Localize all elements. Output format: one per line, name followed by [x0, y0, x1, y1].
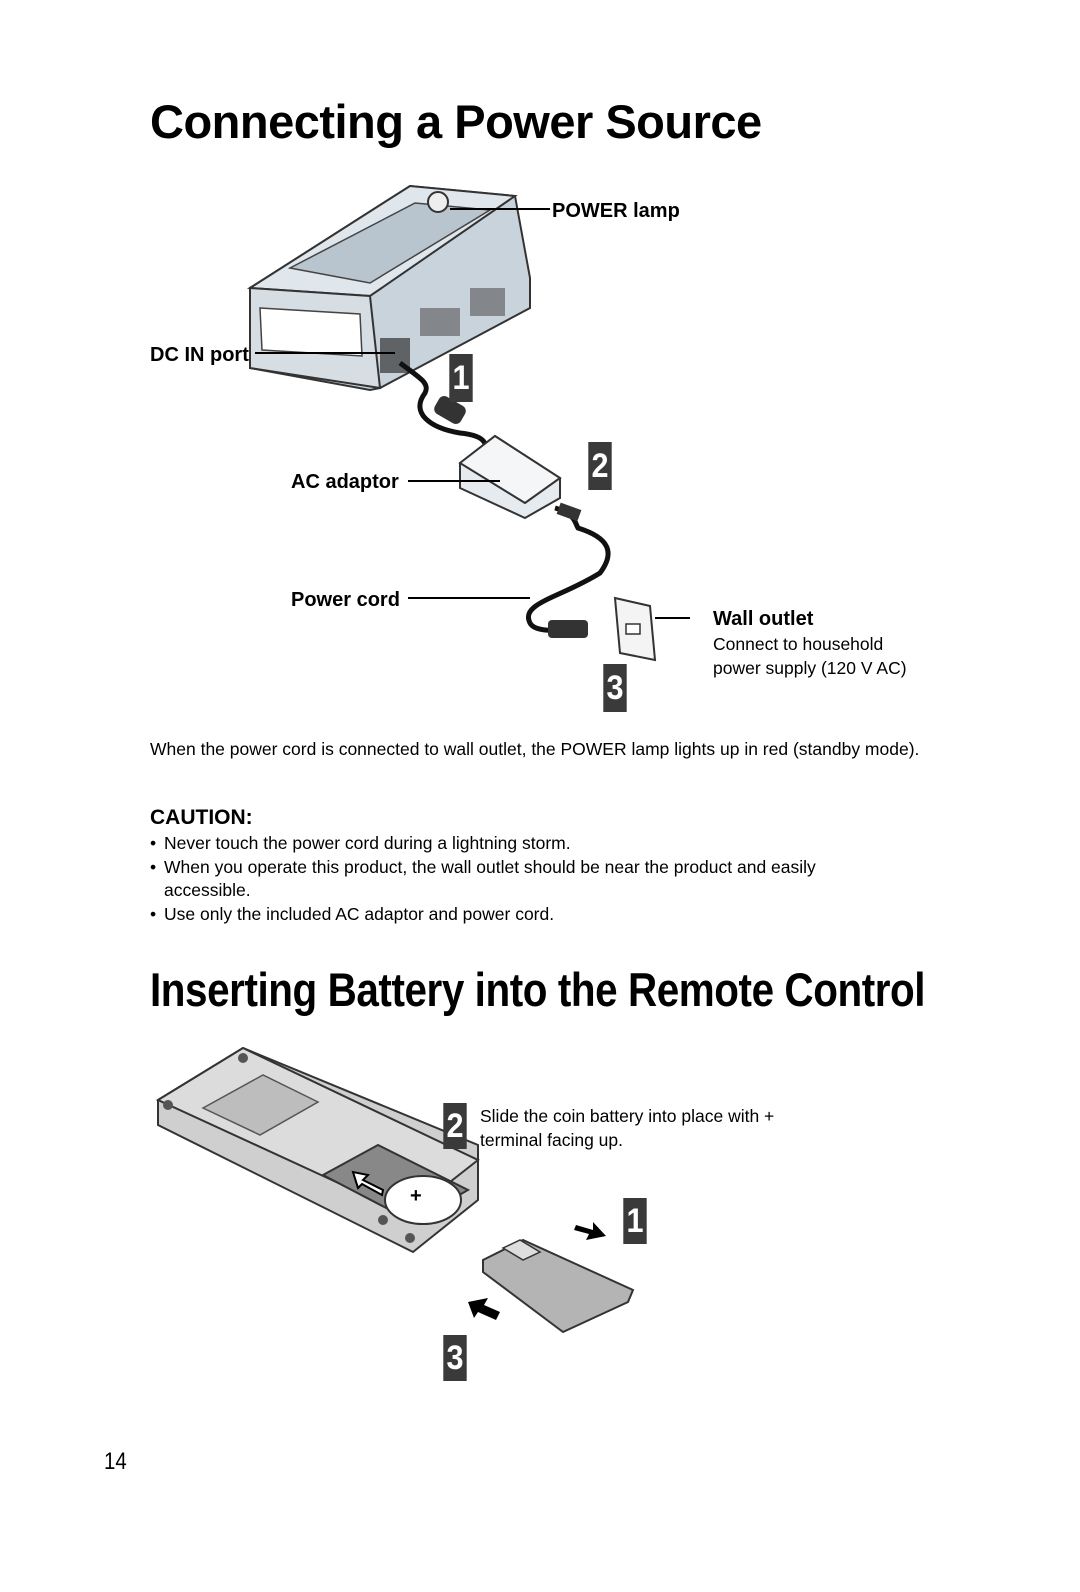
- label-power-cord: Power cord: [291, 589, 400, 611]
- caution-title: CAUTION:: [150, 806, 253, 829]
- caution-item: • Never touch the power cord during a lightning storm.: [150, 832, 880, 856]
- caution-list: [150, 832, 880, 926]
- page-number: 14: [104, 1448, 127, 1475]
- label-wall-outlet: Wall outlet: [713, 608, 814, 630]
- caution-item: • When you operate this product, the wall outlet should be near the product and easily accessible.: [150, 856, 880, 903]
- step-badge-2: 2: [588, 442, 611, 490]
- power-description: When the power cord is connected to wall outlet, the POWER lamp lights up in red (standby mode).: [150, 739, 920, 759]
- caution-item: • Use only the included AC adaptor and power cord.: [150, 903, 880, 927]
- remote-step2-text: Slide the coin battery into place with + terminal facing up.: [480, 1106, 775, 1150]
- page-title-power-source: Connecting a Power Source: [150, 95, 762, 148]
- remote-battery-illustration: [148, 1040, 648, 1340]
- remote-step-badge-2: 2: [443, 1103, 466, 1149]
- step-badge-3: 3: [603, 664, 626, 712]
- page-title-remote-battery: Inserting Battery into the Remote Control: [150, 963, 926, 1016]
- remote-step-badge-3: 3: [443, 1335, 466, 1381]
- label-dc-in-port: DC IN port: [150, 344, 249, 366]
- label-ac-adaptor: AC adaptor: [291, 471, 399, 493]
- remote-step-badge-1: 1: [623, 1198, 646, 1244]
- wall-outlet-note: Connect to household power supply (120 V AC): [713, 634, 907, 678]
- svg-text:+: +: [410, 1185, 422, 1207]
- step-badge-1: 1: [449, 354, 472, 402]
- label-power-lamp: POWER lamp: [552, 200, 680, 222]
